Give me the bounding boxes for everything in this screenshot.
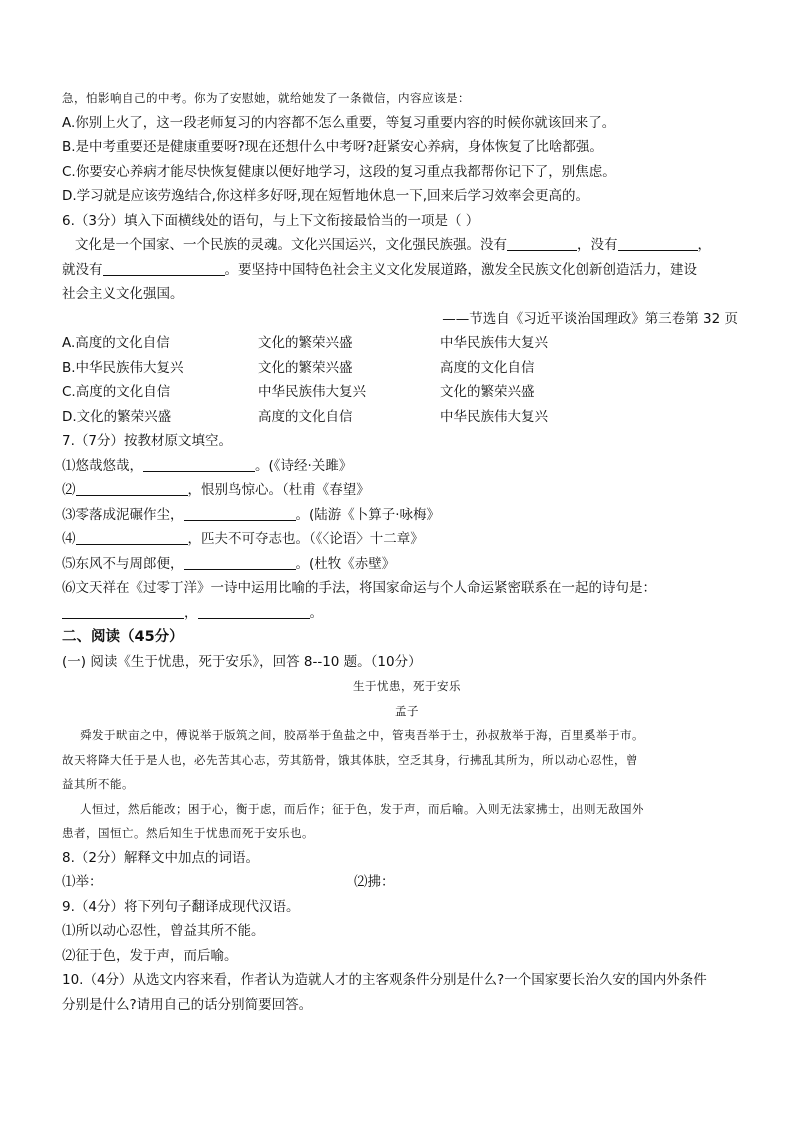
- q7-blank-7[interactable]: [198, 604, 310, 619]
- q10-stem-line-2: 分别是什么?请用自己的话分别简要回答。: [62, 996, 313, 1013]
- q7-text: ⑷: [62, 531, 76, 547]
- q7-blank-5[interactable]: [184, 555, 296, 570]
- essay-para-1-line-2: 故天将降大任于是人也，必先苦其心志，劳其筋骨，饿其体肤，空乏其身，行拂乱其所为，所以动心忍性，曾: [62, 752, 638, 767]
- q7-blank-6[interactable]: [62, 604, 184, 619]
- q5-option-d: D.学习就是应该劳逸结合,你这样多好呀,现在短暂地休息一下,回来后学习效率会更高的。: [62, 188, 590, 204]
- q7-item-6-blanks: [62, 601, 752, 626]
- q6-text: 文化是一个国家、一个民族的灵魂。文化兴国运兴，文化强民族强。没有: [75, 237, 507, 253]
- q7-text: ，匹夫不可夺志也。（《〈论语〉十二章》: [187, 531, 424, 547]
- q6-stem: 6.（3分）填入下面横线处的语句，与上下文衔接最恰当的一项是（ ）: [62, 212, 480, 229]
- option-col-3: 中华民族伟大复兴: [440, 408, 548, 425]
- q7-blank-3[interactable]: [184, 506, 296, 521]
- q7-text: ⑵: [62, 482, 76, 498]
- q8-item-a: ⑴举：: [62, 874, 103, 890]
- option-col-3: 中华民族伟大复兴: [440, 335, 548, 351]
- option-col-3: 高度的文化自信: [440, 359, 535, 376]
- q9-stem: 9.（4分）将下列句子翻译成现代汉语。: [62, 898, 300, 915]
- essay-author: 孟子: [395, 703, 419, 718]
- q6-source: ——节选自《习近平谈治国理政》第三卷第 32 页: [442, 310, 738, 327]
- option-col-2: 高度的文化自信: [258, 408, 353, 425]
- q8-items: [62, 870, 752, 895]
- q6-option-c: [62, 380, 752, 405]
- essay-para-1-line-3: 益其所不能。: [62, 777, 134, 791]
- q5-options: [62, 111, 752, 209]
- q7-blank-1[interactable]: [143, 457, 255, 472]
- q9-item-a: ⑴所以动心忍性，曾益其所不能。: [62, 923, 265, 939]
- q7-blank-4[interactable]: [76, 530, 188, 545]
- essay-title: 生于忧患，死于安乐: [353, 679, 461, 693]
- q7-blank-2[interactable]: [76, 481, 188, 496]
- option-col-2: 文化的繁荣兴盛: [258, 359, 353, 376]
- q7-text: 。: [309, 604, 323, 621]
- q6-options: [62, 331, 752, 429]
- q7-text: ⑴悠哉悠哉，: [62, 457, 143, 474]
- q7-item-4: [62, 527, 752, 552]
- q7-text: 。(陆游《卜算子·咏梅》: [295, 506, 441, 523]
- q6-option-d: [62, 405, 752, 430]
- section-title-reading: 二、阅读（45分）: [62, 629, 184, 645]
- option-col-1: A.高度的文化自信: [62, 335, 170, 351]
- q7-text: 。(《诗经·关雎》: [255, 457, 353, 474]
- option-col-2: 中华民族伟大复兴: [258, 384, 366, 400]
- q7-text: ，恨别鸟惊心。（杜甫《春望》: [187, 482, 370, 498]
- q6-blank-3[interactable]: [103, 261, 225, 276]
- q7-text: ，: [184, 604, 198, 621]
- q6-text: 。要坚持中国特色社会主义文化发展道路，激发全民族文化创新创造活力，建设: [224, 261, 697, 278]
- q6-text: ，: [697, 237, 711, 253]
- q7-text: ⑸东风不与周郎便，: [62, 555, 184, 572]
- option-col-3: 文化的繁荣兴盛: [440, 384, 535, 400]
- q7-item-1: [62, 454, 752, 479]
- q6-passage-line-1: [62, 233, 752, 258]
- essay-para-1-line-1: 舜发于畎亩之中，傅说举于版筑之间，胶鬲举于鱼盐之中，管夷吾举于士，孙叔敖举于海，百里奚举于市。: [80, 728, 644, 742]
- q5-option-c: C.你要安心养病才能尽快恢复健康以便好地学习，这段的复习重点我都帮你记下了，别焦虑。: [62, 163, 616, 180]
- q7-stem: 7.（7分）按教材原文填空。: [62, 433, 232, 449]
- q6-option-b: [62, 356, 752, 381]
- q6-text: ，没有: [577, 237, 618, 253]
- q7-item-6: ⑹文天祥在《过零丁洋》一诗中运用比喻的手法，将国家命运与个人命运紧密联系在一起的诗句是：: [62, 580, 656, 596]
- q8-stem: 8.（2分）解释文中加点的词语。: [62, 849, 259, 866]
- continuation-text: 急，怕影响自己的中考。你为了安慰她，就给她发了一条微信，内容应该是：: [62, 91, 470, 105]
- q8-item-b: ⑵拂：: [354, 874, 395, 890]
- option-col-1: C.高度的文化自信: [62, 384, 171, 400]
- essay-para-2-line-2: 患者，国恒亡。然后知生于忧患而死于安乐也。: [62, 826, 314, 840]
- q7-item-5: [62, 552, 752, 577]
- q5-option-b: B.是中考重要还是健康重要呀?现在还想什么中考呀?赶紧安心养病，身体恢复了比啥都强。: [62, 139, 603, 155]
- q5-option-a: A.你别上火了，这一段老师复习的内容都不怎么重要，等复习重要内容的时候你就该回来了。: [62, 114, 616, 131]
- q6-blank-2[interactable]: [618, 236, 698, 251]
- option-col-2: 文化的繁荣兴盛: [258, 335, 353, 351]
- q7-text: 。(杜牧《赤壁》: [295, 555, 396, 572]
- q7-item-3: [62, 503, 752, 528]
- q6-text: 就没有: [62, 261, 103, 278]
- reading-part-1-intro: (一) 阅读《生于忧患，死于安乐》，回答 8--10 题。（10分）: [62, 653, 422, 670]
- q6-option-a: [62, 331, 752, 356]
- option-col-1: D.文化的繁荣兴盛: [62, 408, 172, 425]
- q10-stem-line-1: 10.（4分）从选文内容来看，作者认为造就人才的主客观条件分别是什么?一个国家要长治久安的国内外条件: [62, 972, 707, 988]
- q7-text: ⑶零落成泥碾作尘，: [62, 506, 184, 523]
- q6-passage-line-3: 社会主义文化强国。: [62, 286, 184, 302]
- exam-page: [62, 86, 752, 1017]
- essay-para-2-line-1: 人恒过，然后能改；困于心，衡于虑，而后作；征于色，发于声，而后喻。入则无法家拂士，出则无敌国外: [80, 801, 644, 816]
- option-col-1: B.中华民族伟大复兴: [62, 359, 184, 376]
- q6-passage-line-2: [62, 258, 752, 283]
- q6-blank-1[interactable]: [507, 236, 577, 251]
- q9-item-b: ⑵征于色，发于声，而后喻。: [62, 947, 238, 964]
- q7-item-2: [62, 478, 752, 503]
